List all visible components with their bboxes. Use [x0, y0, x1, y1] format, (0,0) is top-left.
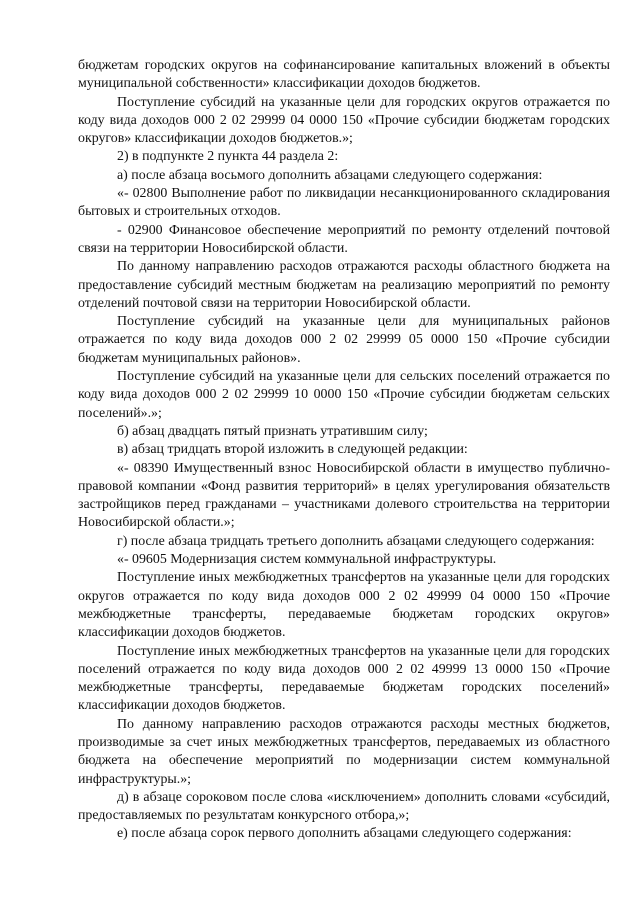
paragraph-subsidy-municipal-districts: Поступление субсидий на указанные цели для муниципальных районов отражается по коду вида доходов 000 2 02 29999 05 0000 150 «Прочие субсидии бюджетам муниципальных районов». — [78, 314, 610, 366]
paragraph-budget-capital-investments: бюджетам городских округов на софинансирование капитальных вложений в объекты муниципальной собственности» классификации доходов бюджетов. — [78, 58, 610, 92]
paragraph-item-e: е) после абзаца сорок первого дополнить абзацами следующего содержания: — [117, 826, 572, 842]
paragraph-subsidy-city-districts: Поступление субсидий на указанные цели для городских округов отражается по коду вида доходов 000 2 02 29999 04 0000 150 «Прочие субсидии бюджетам городских округов» классификации доходов бюджетов.»; — [78, 94, 610, 147]
paragraph-code-02900: - 02900 Финансовое обеспечение мероприятий по ремонту отделений почтовой связи на территории Новосибирской области. — [78, 222, 610, 256]
paragraph-local-budget-expenses: По данному направлению расходов отражаются расходы местных бюджетов, производимые за счет иных межбюджетных трансфертов, передаваемых из областного бюджета на обеспечение мероприятий по модернизации систем коммунальной инфраструктуры.»; — [78, 716, 610, 787]
paragraph-transfers-city-districts: Поступление иных межбюджетных трансфертов на указанные цели для городских округов отражается по коду вида доходов 000 2 02 49999 04 0000 150 «Прочие межбюджетные трансферты, передаваемые бюджетам городских округов» классификации доходов бюджетов. — [78, 570, 610, 641]
paragraph-subsidy-rural-settlements: Поступление субсидий на указанные цели для сельских поселений отражается по коду вида доходов 000 2 02 29999 10 0000 150 «Прочие субсидии бюджетам сельских поселений».»; — [78, 369, 610, 421]
paragraph-item-g: г) после абзаца тридцать третьего дополнить абзацами следующего содержания: — [117, 533, 595, 549]
paragraph-item-d: д) в абзаце сороковом после слова «исключением» дополнить словами «субсидий, предоставляемых по результатам конкурсного отбора,»; — [78, 789, 610, 824]
paragraph-postal-repair-expenses: По данному направлению расходов отражаются расходы областного бюджета на предоставление субсидий местным бюджетам на реализацию мероприятий по ремонту отделений почтовой связи на территории Новосибирской области. — [78, 259, 610, 311]
paragraph-code-02800: «- 02800 Выполнение работ по ликвидации несанкционированного складирования бытовых и строительных отходов. — [78, 186, 610, 220]
paragraph-subpoint-2: 2) в подпункте 2 пункта 44 раздела 2: — [117, 149, 339, 165]
paragraph-item-a: а) после абзаца восьмого дополнить абзацами следующего содержания: — [117, 167, 543, 183]
paragraph-transfers-city-settlements: Поступление иных межбюджетных трансфертов на указанные цели для городских поселений отражается по коду вида доходов 000 2 02 49999 13 0000 150 «Прочие межбюджетные трансферты, передаваемые бюджетам городских поселений» классификации доходов бюджетов. — [78, 643, 610, 714]
paragraph-item-b: б) абзац двадцать пятый признать утратившим силу; — [117, 423, 428, 439]
paragraph-code-09605: «- 09605 Модернизация систем коммунальной инфраструктуры. — [117, 552, 497, 568]
paragraph-item-v: в) абзац тридцать второй изложить в следующей редакции: — [117, 442, 468, 458]
paragraph-code-08390: «- 08390 Имущественный взнос Новосибирской области в имущество публично-правовой компании «Фонд развития территорий» в целях урегулирования обязательств застройщиков перед гражданами – участниками долевого строительства на территории Новосибирской области.»; — [78, 460, 610, 531]
document-body — [78, 57, 610, 844]
